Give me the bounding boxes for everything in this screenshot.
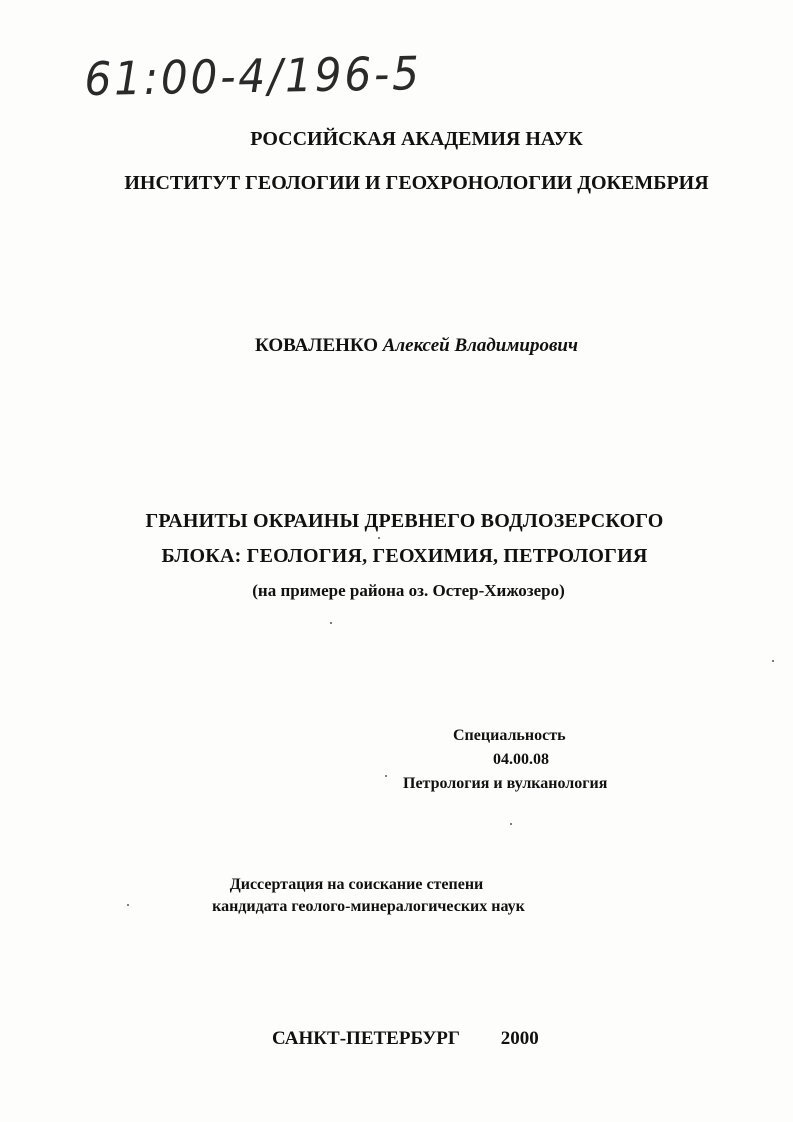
institute-name: ИНСТИТУТ ГЕОЛОГИИ И ГЕОХРОНОЛОГИИ ДОКЕМБРИЯ [124, 172, 709, 194]
place-and-year [272, 1028, 539, 1050]
specialty-block [403, 724, 608, 796]
thesis-title-line-1: ГРАНИТЫ ОКРАИНЫ ДРЕВНЕГО ВОДЛОЗЕРСКОГО [145, 510, 664, 532]
specialty-name: Петрология и вулканология [403, 775, 608, 792]
specialty-label: Специальность [453, 727, 566, 744]
specialty-code: 04.00.08 [493, 751, 549, 768]
author-given-names: Алексей Владимирович [382, 335, 578, 356]
publication-year: 2000 [500, 1028, 539, 1049]
thesis-subtitle: (на примере района оз. Остер-Хижозеро) [252, 581, 565, 600]
academy-name: РОССИЙСКАЯ АКАДЕМИЯ НАУК [250, 128, 583, 150]
scan-speck [772, 660, 774, 662]
scan-speck [510, 823, 512, 825]
author-name [20, 335, 793, 357]
handwritten-shelfmark: 61:00-4/196-5 [84, 46, 423, 106]
scan-speck [330, 622, 332, 624]
thesis-title-line-2: БЛОКА: ГЕОЛОГИЯ, ГЕОХИМИЯ, ПЕТРОЛОГИЯ [161, 545, 648, 567]
scan-speck [378, 537, 380, 539]
dissertation-degree-line-1: Диссертация на соискание степени [229, 876, 484, 893]
city-name: САНКТ-ПЕТЕРБУРГ [272, 1028, 460, 1049]
scan-speck [127, 904, 129, 906]
dissertation-degree-line-2: кандидата геолого-минералогических наук [212, 898, 525, 915]
scan-speck [385, 775, 387, 777]
author-surname: КОВАЛЕНКО [255, 335, 378, 356]
